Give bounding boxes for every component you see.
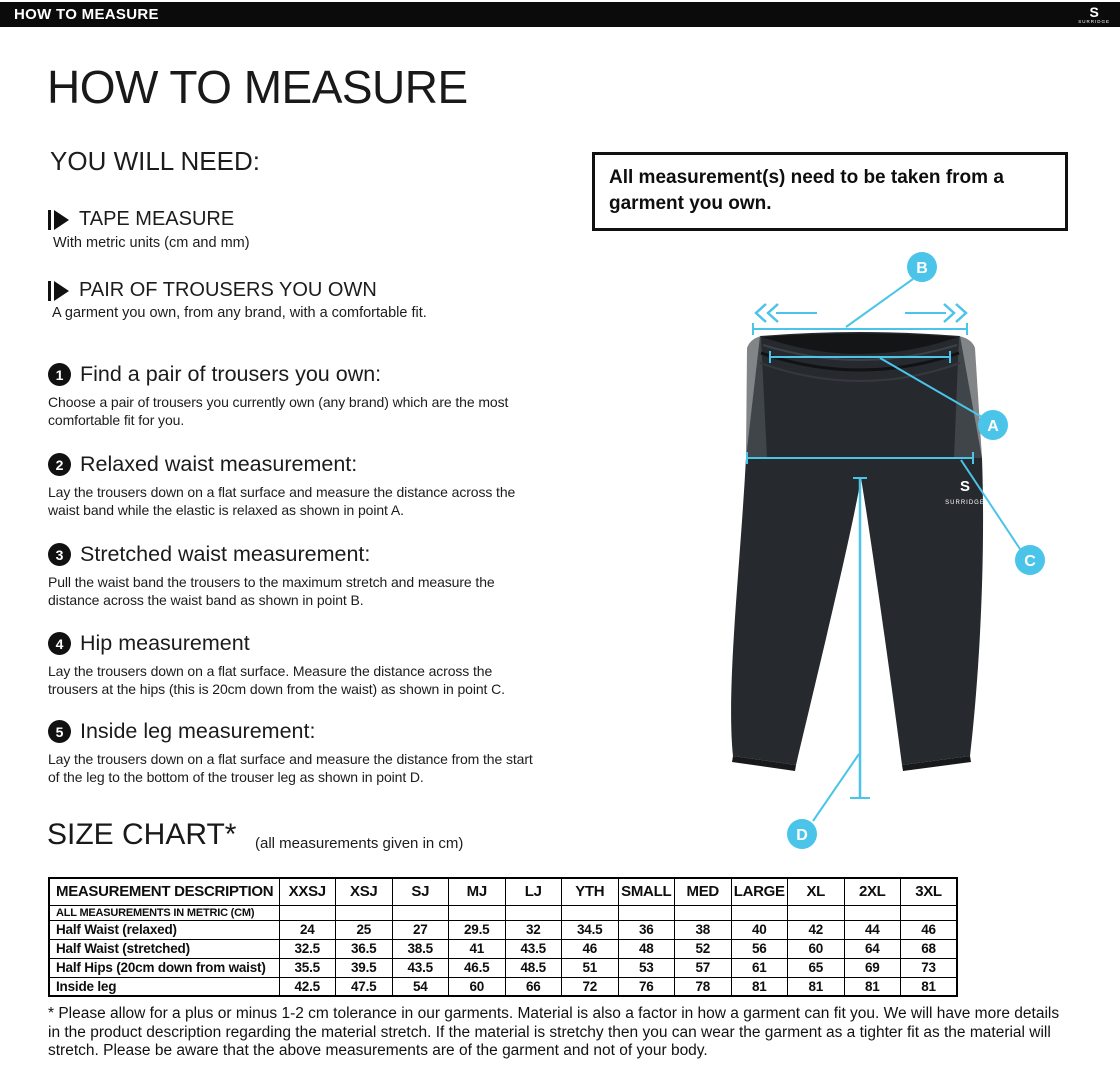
cell-value: 65 — [788, 958, 845, 977]
cell-value: 40 — [731, 920, 788, 939]
cell-value: 42.5 — [279, 977, 336, 996]
garment-logo-word: SURRIDGE — [945, 500, 985, 506]
step-5 — [48, 719, 553, 787]
cell-value — [731, 905, 788, 920]
column-header: MEASUREMENT DESCRIPTION — [49, 878, 279, 905]
step-4 — [48, 631, 553, 699]
cell-value: 46.5 — [449, 958, 506, 977]
you-will-need-heading: YOU WILL NEED: — [50, 146, 260, 176]
column-header: XXSJ — [279, 878, 336, 905]
cell-value: 61 — [731, 958, 788, 977]
cell-value: 48 — [618, 939, 675, 958]
trousers-image — [731, 332, 985, 771]
cell-value: 72 — [562, 977, 619, 996]
play-arrow-icon — [48, 208, 70, 232]
step-number-badge: 5 — [48, 720, 71, 743]
cell-value: 43.5 — [505, 939, 562, 958]
table-row — [49, 905, 957, 920]
top-bar — [0, 2, 1120, 27]
table-row — [49, 939, 957, 958]
need-item-description: A garment you own, from any brand, with a comfortable fit. — [52, 305, 427, 321]
column-header: XSJ — [336, 878, 393, 905]
point-d-label: D — [796, 827, 808, 844]
column-header: LARGE — [731, 878, 788, 905]
step-number-badge: 2 — [48, 453, 71, 476]
size-chart-heading: SIZE CHART* — [47, 818, 237, 851]
cell-value — [392, 905, 449, 920]
cell-value: 81 — [901, 977, 958, 996]
column-header: MED — [675, 878, 732, 905]
cell-value: 51 — [562, 958, 619, 977]
cell-value: 36 — [618, 920, 675, 939]
step-title: Hip measurement — [80, 631, 250, 655]
column-header: SJ — [392, 878, 449, 905]
cell-value — [505, 905, 562, 920]
step-3 — [48, 542, 553, 610]
column-header: 2XL — [844, 878, 901, 905]
point-b-label: B — [916, 260, 928, 277]
tolerance-footnote: * Please allow for a plus or minus 1-2 cm tolerance in our garments. Material is also a factor in how a garment can fit you. We will have more details in the product description regarding the material stretch. If the material is stretchy then you can wear the garment as a tighter fit as the material will stretch. Please be aware that the above measurements are of the garment and not of your body. — [48, 1005, 1060, 1060]
cell-value: 53 — [618, 958, 675, 977]
play-arrow-icon — [48, 279, 70, 303]
step-title: Stretched waist measurement: — [80, 542, 371, 566]
step-body: Lay the trousers down on a flat surface. Measure the distance across the trousers at the hips (this is 20cm down from the waist) as shown in point C. — [48, 663, 505, 697]
column-header: LJ — [505, 878, 562, 905]
cell-value: 57 — [675, 958, 732, 977]
cell-value: 36.5 — [336, 939, 393, 958]
step-body: Lay the trousers down on a flat surface and measure the distance from the start of the leg to the bottom of the trouser leg as shown in point D. — [48, 751, 533, 785]
cell-value — [279, 905, 336, 920]
need-item-label: PAIR OF TROUSERS YOU OWN — [79, 279, 377, 301]
column-header: 3XL — [901, 878, 958, 905]
cell-value: 25 — [336, 920, 393, 939]
cell-value: 66 — [505, 977, 562, 996]
cell-value: 60 — [788, 939, 845, 958]
garment-logo-s: S — [959, 478, 971, 495]
row-label: Half Waist (stretched) — [49, 939, 279, 958]
measurement-note-text: All measurement(s) need to be taken from a garment you own. — [609, 167, 1004, 215]
cell-value — [336, 905, 393, 920]
cell-value: 76 — [618, 977, 675, 996]
cell-value — [449, 905, 506, 920]
size-chart-table — [48, 877, 958, 997]
top-bar-title: HOW TO MEASURE — [14, 6, 159, 23]
cell-value: 73 — [901, 958, 958, 977]
cell-value — [618, 905, 675, 920]
page-title: HOW TO MEASURE — [47, 61, 468, 113]
cell-value — [562, 905, 619, 920]
cell-value: 46 — [901, 920, 958, 939]
step-2 — [48, 452, 553, 520]
table-row — [49, 958, 957, 977]
surridge-s-icon: S — [1089, 3, 1099, 20]
cell-value: 42 — [788, 920, 845, 939]
cell-value: 43.5 — [392, 958, 449, 977]
size-chart-header-row — [49, 878, 957, 905]
cell-value: 35.5 — [279, 958, 336, 977]
row-label: ALL MEASUREMENTS IN METRIC (CM) — [49, 905, 279, 920]
cell-value: 32.5 — [279, 939, 336, 958]
cell-value: 68 — [901, 939, 958, 958]
step-body: Pull the waist band the trousers to the maximum stretch and measure the distance across the waist band as shown in point B. — [48, 574, 495, 608]
need-item-label: TAPE MEASURE — [79, 208, 235, 230]
step-number-badge: 1 — [48, 363, 71, 386]
step-number-badge: 3 — [48, 543, 71, 566]
cell-value: 78 — [675, 977, 732, 996]
cell-value: 56 — [731, 939, 788, 958]
trousers-measurement-diagram — [680, 240, 1120, 860]
column-header: SMALL — [618, 878, 675, 905]
row-label: Inside leg — [49, 977, 279, 996]
cell-value: 41 — [449, 939, 506, 958]
cell-value — [901, 905, 958, 920]
cell-value: 52 — [675, 939, 732, 958]
step-title: Find a pair of trousers you own: — [80, 362, 382, 386]
need-item-description: With metric units (cm and mm) — [53, 235, 250, 251]
cell-value: 69 — [844, 958, 901, 977]
step-body: Lay the trousers down on a flat surface and measure the distance across the waist band while the elastic is relaxed as shown in point A. — [48, 484, 516, 518]
cell-value: 39.5 — [336, 958, 393, 977]
cell-value: 34.5 — [562, 920, 619, 939]
cell-value — [788, 905, 845, 920]
step-1 — [48, 362, 553, 430]
point-a-label: A — [987, 418, 999, 435]
table-row — [49, 920, 957, 939]
cell-value: 44 — [844, 920, 901, 939]
cell-value: 48.5 — [505, 958, 562, 977]
cell-value: 64 — [844, 939, 901, 958]
cell-value: 54 — [392, 977, 449, 996]
measurement-note-box — [592, 152, 1068, 231]
size-chart-caption: (all measurements given in cm) — [255, 835, 464, 852]
column-header: XL — [788, 878, 845, 905]
cell-value: 27 — [392, 920, 449, 939]
cell-value: 38.5 — [392, 939, 449, 958]
table-row — [49, 977, 957, 996]
cell-value: 81 — [844, 977, 901, 996]
cell-value: 81 — [731, 977, 788, 996]
column-header: YTH — [562, 878, 619, 905]
cell-value — [675, 905, 732, 920]
cell-value: 46 — [562, 939, 619, 958]
cell-value — [844, 905, 901, 920]
cell-value: 47.5 — [336, 977, 393, 996]
step-number-badge: 4 — [48, 632, 71, 655]
cell-value: 60 — [449, 977, 506, 996]
surridge-wordmark: SURRIDGE — [1078, 18, 1110, 24]
row-label: Half Hips (20cm down from waist) — [49, 958, 279, 977]
column-header: MJ — [449, 878, 506, 905]
cell-value: 32 — [505, 920, 562, 939]
row-label: Half Waist (relaxed) — [49, 920, 279, 939]
cell-value: 29.5 — [449, 920, 506, 939]
cell-value: 81 — [788, 977, 845, 996]
step-title: Relaxed waist measurement: — [80, 452, 358, 476]
cell-value: 38 — [675, 920, 732, 939]
step-body: Choose a pair of trousers you currently own (any brand) which are the most comfortable fit for you. — [48, 394, 509, 428]
surridge-logo — [1078, 5, 1110, 25]
cell-value: 24 — [279, 920, 336, 939]
step-title: Inside leg measurement: — [80, 719, 316, 743]
point-c-label: C — [1024, 553, 1036, 570]
